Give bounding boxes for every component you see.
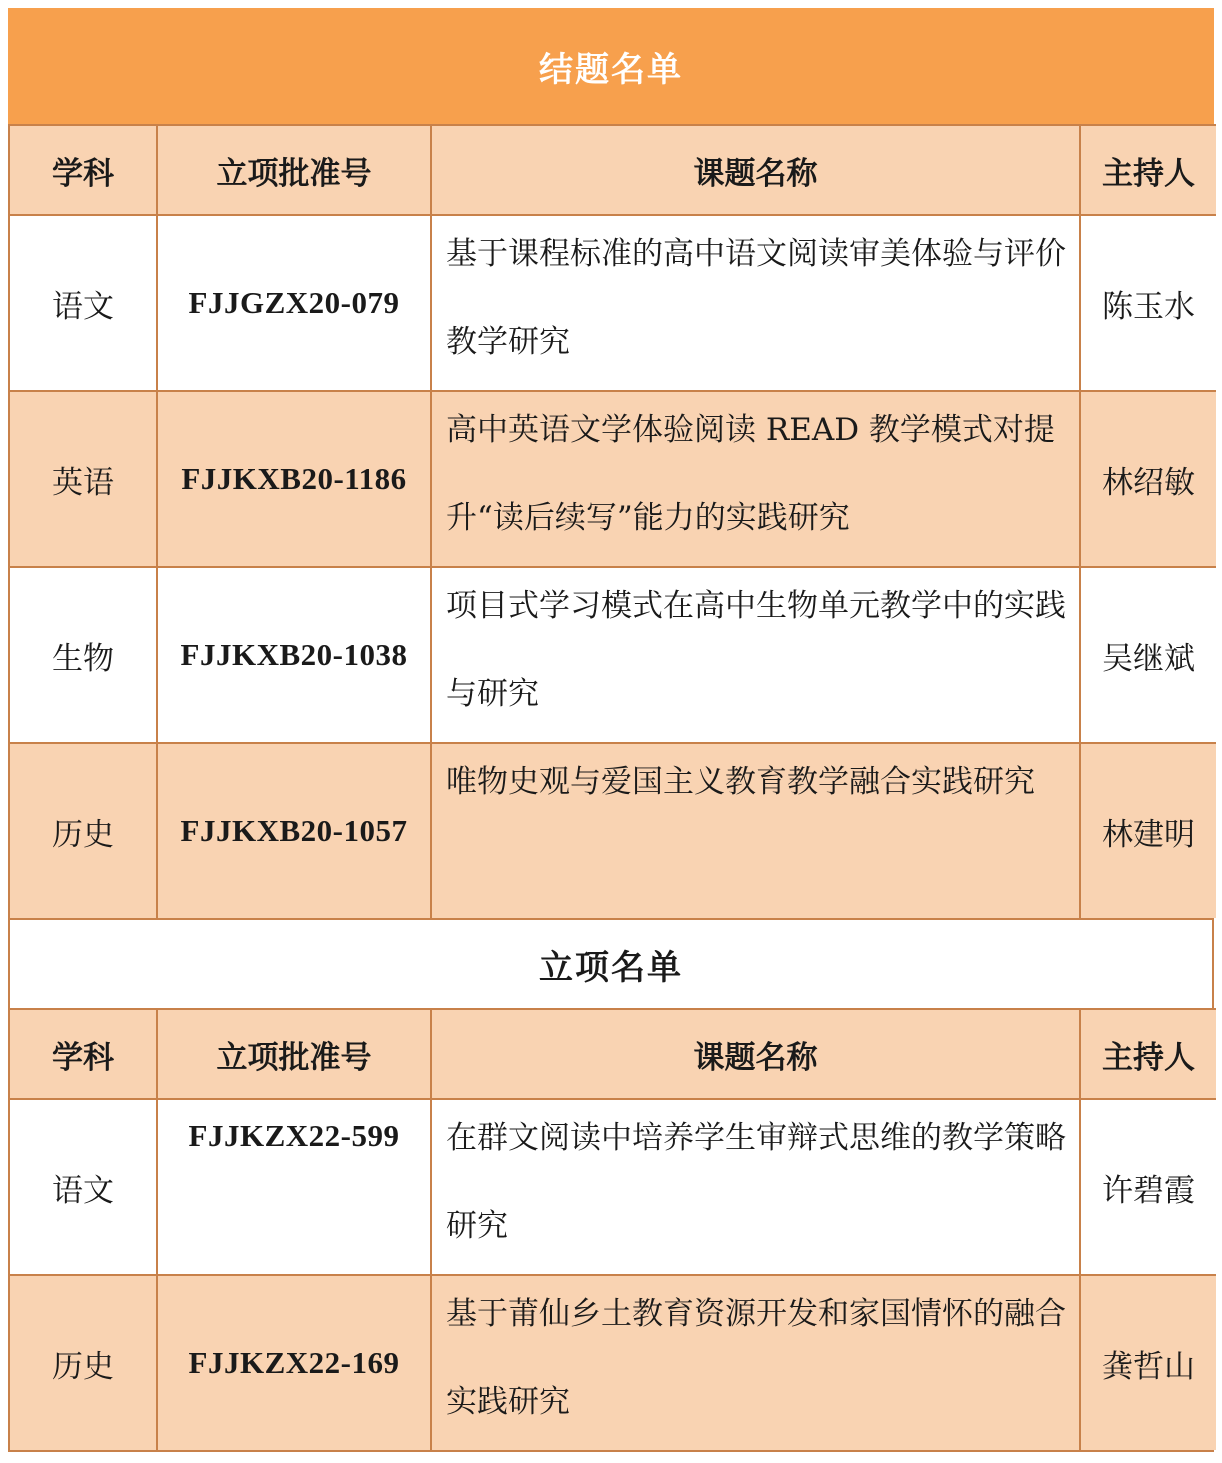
table-cell-code: FJJKZX22-599 xyxy=(158,1098,430,1274)
table-cell-subject: 历史 xyxy=(10,1274,156,1450)
table-cell-code: FJJKXB20-1186 xyxy=(158,390,430,566)
section-title-completed: 结题名单 xyxy=(8,8,1214,124)
header-subject: 学科 xyxy=(10,1008,156,1098)
table-cell-topic xyxy=(432,214,1079,390)
header-host: 主持人 xyxy=(1081,124,1216,214)
topic-text: 基于课程标准的高中语文阅读审美体验与评价教学研究 xyxy=(446,236,1066,360)
header-host: 主持人 xyxy=(1081,1008,1216,1098)
table-cell-code: FJJKXB20-1038 xyxy=(158,566,430,742)
table-cell-host: 林绍敏 xyxy=(1081,390,1216,566)
table-cell-subject: 语文 xyxy=(10,214,156,390)
table-cell-topic xyxy=(432,566,1079,742)
table-cell-subject: 生物 xyxy=(10,566,156,742)
document-page xyxy=(8,8,1214,1452)
table-cell-topic xyxy=(432,1098,1079,1274)
table-cell-code: FJJKZX22-169 xyxy=(158,1274,430,1450)
topic-text: 基于莆仙乡土教育资源开发和家国情怀的融合实践研究 xyxy=(446,1296,1066,1420)
header-approval-number: 立项批准号 xyxy=(158,124,430,214)
topic-text: 在群文阅读中培养学生审辩式思维的教学策略研究 xyxy=(446,1120,1066,1244)
table-cell-topic xyxy=(432,390,1079,566)
topic-text: 高中英语文学体验阅读 READ 教学模式对提升“读后续写”能力的实践研究 xyxy=(446,412,1055,536)
table-cell-code: FJJGZX20-079 xyxy=(158,214,430,390)
table-cell-subject: 语文 xyxy=(10,1098,156,1274)
topic-text: 项目式学习模式在高中生物单元教学中的实践与研究 xyxy=(446,588,1066,712)
table-cell-subject: 英语 xyxy=(10,390,156,566)
table-cell-topic xyxy=(432,742,1079,918)
header-approval-number: 立项批准号 xyxy=(158,1008,430,1098)
header-topic: 课题名称 xyxy=(432,1008,1079,1098)
approved-projects-table xyxy=(8,1008,1214,1452)
header-topic: 课题名称 xyxy=(432,124,1079,214)
completed-projects-table xyxy=(8,124,1214,918)
section-title-approved: 立项名单 xyxy=(8,918,1214,1008)
topic-text: 唯物史观与爱国主义教育教学融合实践研究 xyxy=(446,764,1035,800)
table-cell-host: 吴继斌 xyxy=(1081,566,1216,742)
table-cell-code: FJJKXB20-1057 xyxy=(158,742,430,918)
table-cell-subject: 历史 xyxy=(10,742,156,918)
header-subject: 学科 xyxy=(10,124,156,214)
table-cell-topic xyxy=(432,1274,1079,1450)
table-cell-host: 许碧霞 xyxy=(1081,1098,1216,1274)
table-cell-host: 林建明 xyxy=(1081,742,1216,918)
table-cell-host: 陈玉水 xyxy=(1081,214,1216,390)
table-cell-host: 龚哲山 xyxy=(1081,1274,1216,1450)
